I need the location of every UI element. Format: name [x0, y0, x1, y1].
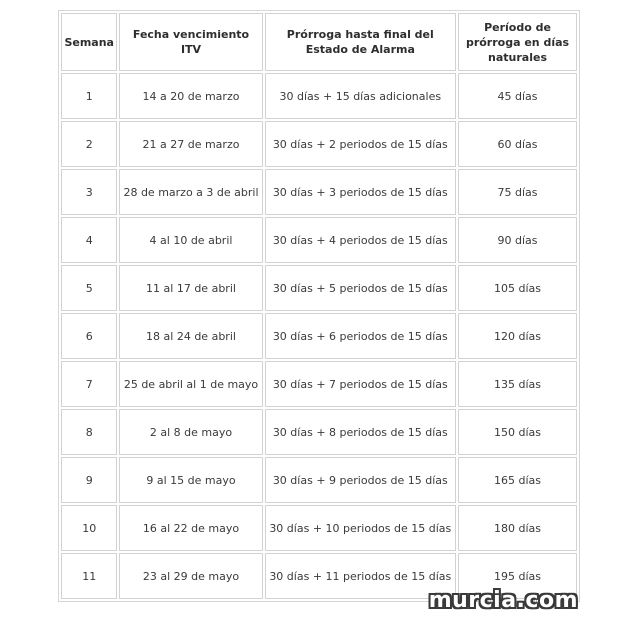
table-row	[61, 217, 577, 263]
cell-week: 10	[61, 505, 117, 551]
cell-expiry-date: 14 a 20 de marzo	[119, 73, 262, 119]
cell-days: 150 días	[458, 409, 577, 455]
cell-week: 8	[61, 409, 117, 455]
header-row	[61, 13, 577, 71]
cell-extension: 30 días + 2 periodos de 15 días	[265, 121, 457, 167]
table-row	[61, 409, 577, 455]
table-row	[61, 457, 577, 503]
cell-extension: 30 días + 5 periodos de 15 días	[265, 265, 457, 311]
cell-days: 75 días	[458, 169, 577, 215]
cell-week: 5	[61, 265, 117, 311]
table-row	[61, 73, 577, 119]
cell-week: 3	[61, 169, 117, 215]
cell-expiry-date: 11 al 17 de abril	[119, 265, 262, 311]
cell-days: 60 días	[458, 121, 577, 167]
cell-expiry-date: 25 de abril al 1 de mayo	[119, 361, 262, 407]
cell-days: 195 días	[458, 553, 577, 599]
cell-week: 7	[61, 361, 117, 407]
table-row	[61, 505, 577, 551]
cell-expiry-date: 18 al 24 de abril	[119, 313, 262, 359]
murcia-watermark: murcia.com	[428, 588, 578, 613]
cell-expiry-date: 16 al 22 de mayo	[119, 505, 262, 551]
cell-days: 120 días	[458, 313, 577, 359]
cell-expiry-date: 23 al 29 de mayo	[119, 553, 262, 599]
cell-week: 2	[61, 121, 117, 167]
table-row	[61, 121, 577, 167]
cell-days: 135 días	[458, 361, 577, 407]
cell-days: 165 días	[458, 457, 577, 503]
cell-week: 4	[61, 217, 117, 263]
cell-extension: 30 días + 4 periodos de 15 días	[265, 217, 457, 263]
cell-week: 11	[61, 553, 117, 599]
cell-expiry-date: 28 de marzo a 3 de abril	[119, 169, 262, 215]
table-row	[61, 265, 577, 311]
cell-extension: 30 días + 15 días adicionales	[265, 73, 457, 119]
cell-extension: 30 días + 10 periodos de 15 días	[265, 505, 457, 551]
cell-days: 90 días	[458, 217, 577, 263]
cell-week: 1	[61, 73, 117, 119]
itv-extension-table	[58, 10, 580, 602]
cell-extension: 30 días + 6 periodos de 15 días	[265, 313, 457, 359]
cell-expiry-date: 9 al 15 de mayo	[119, 457, 262, 503]
cell-extension: 30 días + 3 periodos de 15 días	[265, 169, 457, 215]
cell-extension: 30 días + 7 periodos de 15 días	[265, 361, 457, 407]
cell-extension: 30 días + 8 periodos de 15 días	[265, 409, 457, 455]
header-itv-expiry-date: Fecha vencimiento ITV	[119, 13, 262, 71]
cell-extension: 30 días + 9 periodos de 15 días	[265, 457, 457, 503]
cell-days: 105 días	[458, 265, 577, 311]
cell-week: 6	[61, 313, 117, 359]
cell-expiry-date: 4 al 10 de abril	[119, 217, 262, 263]
cell-days: 180 días	[458, 505, 577, 551]
cell-week: 9	[61, 457, 117, 503]
cell-extension: 30 días + 11 periodos de 15 días	[265, 553, 457, 599]
header-extension: Prórroga hasta final del Estado de Alarma	[265, 13, 457, 71]
cell-days: 45 días	[458, 73, 577, 119]
table-row	[61, 313, 577, 359]
itv-extension-table-container	[58, 10, 580, 602]
header-week: Semana	[61, 13, 117, 71]
cell-expiry-date: 2 al 8 de mayo	[119, 409, 262, 455]
table-row	[61, 361, 577, 407]
header-extension-days: Período de prórroga en días naturales	[458, 13, 577, 71]
table-row	[61, 169, 577, 215]
cell-expiry-date: 21 a 27 de marzo	[119, 121, 262, 167]
